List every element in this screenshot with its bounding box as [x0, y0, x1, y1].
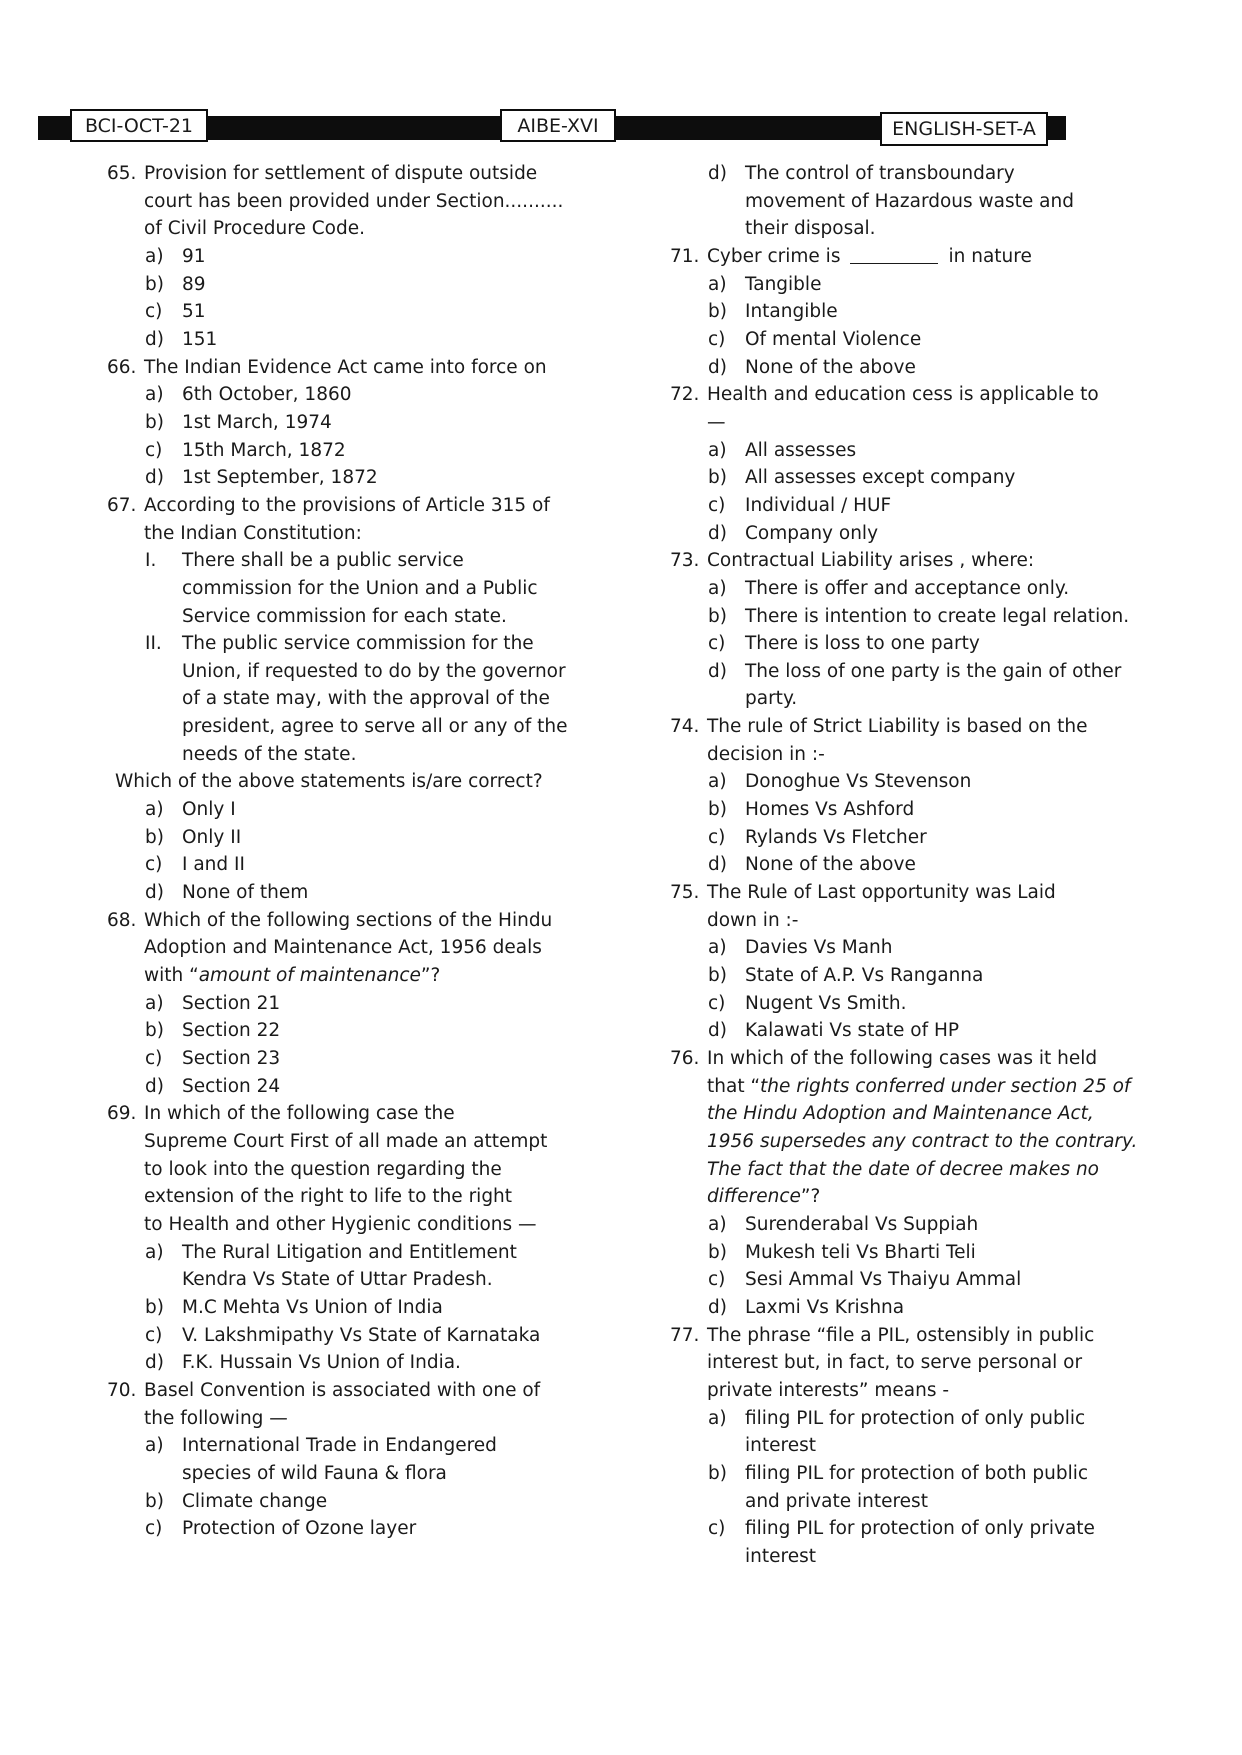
question-number: 66. — [107, 356, 137, 378]
question-70: 70. Basel Convention is associated with one of the following — a) International Trade in Endangered species of wild Fauna & flora b) Climate change c) Protection of Ozone layer — [107, 1377, 582, 1543]
question-70-continued: d) The control of transboundary movement of Hazardous waste and their disposal. — [670, 160, 1140, 243]
option-d: d) The control of transboundary — [708, 163, 1015, 184]
option-a: a) International Trade in Endangered — [145, 1435, 497, 1457]
option-c: c) Rylands Vs Fletcher — [708, 826, 927, 848]
option-d: d) None of the above — [708, 356, 916, 378]
option-a: a) All assesses — [708, 439, 857, 461]
option-a: a) Section 21 — [145, 992, 281, 1014]
question-text: The phrase “file a PIL, ostensibly in public — [707, 1324, 1095, 1346]
option-b: b) M.C Mehta Vs Union of India — [145, 1296, 443, 1318]
question-text: 1956 supersedes any contract to the contrary. — [707, 1130, 1138, 1152]
question-text: court has been provided under Section.......... — [144, 190, 564, 212]
option-d: d) F.K. Hussain Vs Union of India. — [145, 1352, 461, 1374]
statement-2: II. The public service commission for the — [145, 633, 534, 655]
question-text: down in :- — [707, 909, 799, 931]
question-text: difference”? — [707, 1186, 821, 1208]
option-d: d) Company only — [708, 522, 879, 544]
question-number: 67. — [107, 494, 137, 516]
question-73: 73. Contractual Liability arises , where: a) There is offer and acceptance only. b) There is intention to create legal relation. c) There is loss to one party d) The loss of one party is the gain of other party. — [670, 547, 1140, 713]
option-a: a) Tangible — [708, 273, 822, 295]
question-text: decision in :- — [707, 743, 825, 765]
option-b: b) Climate change — [145, 1490, 328, 1512]
option-a: a) Donoghue Vs Stevenson — [708, 771, 972, 793]
question-number: 72. — [670, 384, 700, 406]
question-text: Which of the following sections of the Hindu — [144, 909, 553, 931]
option-c: c) Of mental Violence — [708, 328, 922, 350]
question-text: Basel Convention is associated with one of — [144, 1379, 541, 1401]
option-b: b) Homes Vs Ashford — [708, 799, 915, 821]
question-text: Adoption and Maintenance Act, 1956 deals — [144, 937, 542, 959]
option-d: d) Section 24 — [145, 1075, 281, 1097]
question-77: 77. The phrase “file a PIL, ostensibly in public interest but, in fact, to serve personal or private interests” means - a) filing PIL for protection of only public interest b) filing PIL for protection of both public and private interest c) filing PIL for protection of only private interest — [670, 1322, 1140, 1571]
option-b: b) All assesses except company — [708, 467, 1016, 489]
question-text: In which of the following cases was it held — [707, 1048, 1098, 1069]
question-number: 71. — [670, 245, 700, 267]
question-text: that “the rights conferred under section 25 of — [707, 1075, 1131, 1097]
option-a: a) Surenderabal Vs Suppiah — [708, 1213, 979, 1235]
header-center-box: AIBE-XVI — [500, 109, 616, 142]
statement-1: I. There shall be a public service — [145, 550, 464, 572]
option-c: c) V. Lakshmipathy Vs State of Karnataka — [145, 1324, 541, 1346]
option-a: a) The Rural Litigation and Entitlement — [145, 1241, 517, 1263]
question-text: In which of the following case the — [144, 1103, 455, 1125]
option-d: d) The loss of one party is the gain of other — [708, 660, 1122, 682]
option-a: a) Davies Vs Manh — [708, 937, 893, 959]
option-b: b) 89 — [145, 273, 206, 295]
option-a: a) Only I — [145, 799, 236, 821]
question-71 — [670, 243, 1140, 381]
question-text: Supreme Court First of all made an attempt — [144, 1130, 548, 1152]
option-b: b) There is intention to create legal relation. — [708, 605, 1130, 627]
option-c: c) Protection of Ozone layer — [145, 1518, 417, 1540]
question-number: 70. — [107, 1379, 137, 1401]
question-67: 67. According to the provisions of Article 315 of the Indian Constitution: I. There shall be a public service commission for the Union and a Public Service commission for each state. II. The public service commission for the Union, if requested to do by the governor of a state may, with the approval of the president, agree to serve all or any of the needs of the state. Which of the above statements is/are correct? a) Only I b) Only II c) I and II d) None of them — [107, 492, 582, 907]
option-b: b) State of A.P. Vs Ranganna — [708, 965, 984, 987]
option-c: c) Sesi Ammal Vs Thaiyu Ammal — [708, 1269, 1022, 1291]
option-c: c) 15th March, 1872 — [145, 439, 346, 461]
question-text: with “amount of maintenance”? — [144, 965, 441, 987]
option-b: b) 1st March, 1974 — [145, 411, 332, 433]
option-d: d) 1st September, 1872 — [145, 467, 378, 489]
question-text: the following — — [144, 1407, 288, 1429]
option-d: d) Kalawati Vs state of HP — [708, 1020, 960, 1042]
option-c: c) Section 23 — [145, 1048, 281, 1069]
question-66 — [107, 354, 582, 492]
question-text: to look into the question regarding the — [144, 1158, 502, 1180]
option-d: d) 151 — [145, 328, 218, 350]
question-72 — [670, 381, 1140, 547]
left-column — [107, 160, 582, 1543]
question-text: The Rule of Last opportunity was Laid — [707, 882, 1056, 904]
question-text: extension of the right to life to the right — [144, 1186, 513, 1208]
option-d: d) None of the above — [708, 854, 916, 876]
option-b: b) Intangible — [708, 301, 838, 323]
option-b: b) Only II — [145, 826, 242, 848]
option-b: b) Mukesh teli Vs Bharti Teli — [708, 1241, 976, 1263]
option-b: b) Section 22 — [145, 1020, 281, 1042]
option-d: d) Laxmi Vs Krishna — [708, 1296, 905, 1318]
question-text: Cyber crime is in nature — [707, 245, 1032, 267]
question-number: 76. — [670, 1048, 700, 1069]
question-text: the Indian Constitution: — [144, 522, 362, 544]
option-a: a) There is offer and acceptance only. — [708, 577, 1070, 599]
option-d: d) None of them — [145, 882, 309, 904]
question-69: 69. In which of the following case the Supreme Court First of all made an attempt to look into the question regarding the extension of the right to life to the right to Health and other Hygienic conditions — a) The Rural Litigation and Entitlement Kendra Vs State of Uttar Pradesh. b) M.C Mehta Vs Union of India c) V. Lakshmipathy Vs State of Karnataka d) F.K. Hussain Vs Union of India. — [107, 1100, 582, 1377]
question-text: interest but, in fact, to serve personal or — [707, 1352, 1083, 1374]
question-text: Contractual Liability arises , where: — [707, 550, 1035, 572]
question-text: the Hindu Adoption and Maintenance Act, — [707, 1103, 1094, 1125]
question-text: — — [707, 411, 726, 433]
question-number: 69. — [107, 1103, 137, 1125]
question-number: 73. — [670, 550, 700, 572]
option-c: c) Individual / HUF — [708, 494, 892, 516]
option-a: a) filing PIL for protection of only public — [708, 1407, 1086, 1429]
question-text: of Civil Procedure Code. — [144, 218, 365, 240]
question-number: 77. — [670, 1324, 700, 1346]
question-number: 65. — [107, 163, 137, 184]
option-c: c) There is loss to one party — [708, 633, 980, 655]
question-number: 75. — [670, 882, 700, 904]
question-text: Provision for settlement of dispute outside — [144, 163, 538, 184]
question-65 — [107, 160, 582, 354]
answer-blank — [850, 245, 938, 264]
question-text: private interests” means - — [707, 1379, 950, 1401]
question-68 — [107, 907, 582, 1101]
question-75 — [670, 879, 1140, 1045]
question-text: Health and education cess is applicable to — [707, 384, 1099, 406]
question-74 — [670, 713, 1140, 879]
question-76 — [670, 1045, 1140, 1322]
question-number: 68. — [107, 909, 137, 931]
header-right-box: ENGLISH-SET-A — [880, 112, 1048, 146]
right-column — [670, 160, 1140, 1570]
option-a: a) 91 — [145, 245, 206, 267]
option-b: b) filing PIL for protection of both public — [708, 1462, 1089, 1484]
option-c: c) Nugent Vs Smith. — [708, 992, 907, 1014]
option-c: c) 51 — [145, 301, 206, 323]
question-text: According to the provisions of Article 315 of — [144, 494, 550, 516]
question-number: 74. — [670, 716, 700, 738]
question-text: to Health and other Hygienic conditions — — [144, 1213, 537, 1235]
question-text: The Indian Evidence Act came into force on — [144, 356, 547, 378]
option-a: a) 6th October, 1860 — [145, 384, 352, 406]
header-left-box: BCI-OCT-21 — [70, 109, 208, 142]
question-text: The rule of Strict Liability is based on the — [707, 716, 1088, 738]
option-c: c) I and II — [145, 854, 245, 876]
option-c: c) filing PIL for protection of only private — [708, 1518, 1095, 1540]
question-text: The fact that the date of decree makes no — [707, 1158, 1100, 1180]
question-prompt: Which of the above statements is/are correct? — [115, 771, 543, 793]
